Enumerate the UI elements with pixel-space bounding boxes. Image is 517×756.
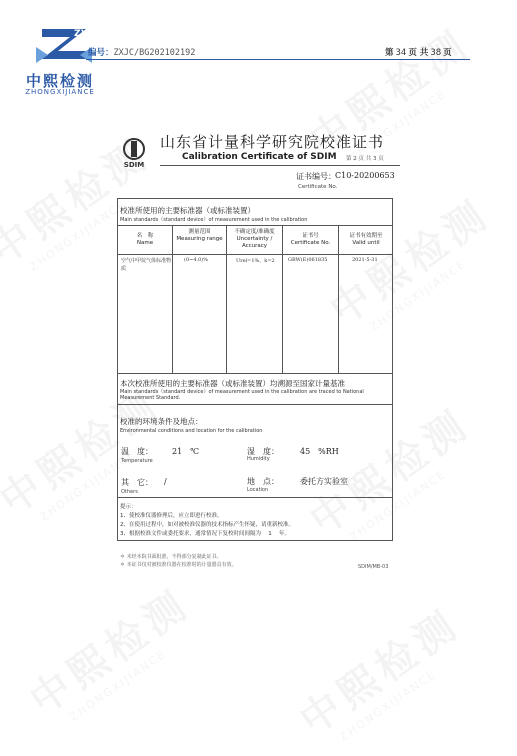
note-item: 2、在使用过程中，如对被校准仪器的技术指标产生怀疑，请重新校准。 — [120, 522, 295, 528]
table-header-name: 名 称 Name — [136, 233, 154, 246]
humidity-label: 湿 度： — [247, 447, 279, 456]
sdim-emblem-icon — [118, 137, 150, 163]
table-divider — [338, 225, 339, 373]
section-standards-title-english: Main standards（standard device）of measurement used in the calibration — [120, 217, 308, 223]
footnote: ＊ 未经本院书面批准，不得部分复制此证书。 — [120, 554, 222, 560]
location-value: 委托方实验室 — [300, 477, 348, 486]
humidity-label-english: Humidity — [247, 456, 270, 462]
table-cell-valid-until: 2021-5-31 — [352, 257, 378, 263]
footnote: ＊ 本证书仅对被校准仪器在校准时的计量器具有效。 — [120, 562, 237, 568]
title-rule — [160, 165, 400, 166]
certificate-title: 山东省计量科学研究院校准证书 — [160, 133, 385, 151]
form-code: SDIM/MB-03 — [358, 564, 389, 570]
certificate-number-label: 证书编号： — [296, 172, 336, 181]
table-cell-name: 空气中甲烷气体标准物质 — [121, 258, 172, 272]
table-cell-uncertainty: Urel=1%，k=2 — [236, 258, 275, 264]
section-rule — [117, 404, 393, 405]
humidity-value: 45 %RH — [300, 447, 339, 456]
document-number: 编号：ZXJC/BG202102192 — [88, 48, 196, 58]
table-divider — [172, 225, 173, 373]
logo-english-name: ZHONGXIJIANCE — [25, 88, 95, 96]
traceability-statement: 本次校准所使用的主要标准器（或标准装置）均溯源至国家计量基准 — [120, 379, 345, 388]
table-header-rule — [117, 254, 393, 255]
section-rule — [117, 373, 393, 374]
certificate-number-english: Certificate No. — [298, 184, 338, 190]
watermark — [17, 574, 208, 737]
environment-title-english: Environmental conditions and location for the calibration — [120, 428, 263, 434]
environment-title: 校准的环境条件及地点： — [120, 417, 203, 426]
page-indicator: 第 34 页 共 38 页 — [385, 48, 452, 58]
notes-title: 提示： — [120, 504, 137, 510]
others-label: 其 它： — [121, 478, 153, 487]
note-item: 3、根据校准文件或委托要求，通常情况下复校时间间隔为 1 年。 — [120, 531, 290, 537]
certificate-number: C10-20200653 — [335, 171, 395, 180]
table-header-range: 测量范围 Measuring range — [176, 229, 223, 242]
table-header-valid-until: 证书有效期至 Valid until — [349, 233, 383, 246]
certificate-page-info: 第 2 页 共 3 页 — [346, 156, 384, 162]
table-cell-cert-no: GBW(E)061835 — [288, 257, 328, 263]
header-divider — [86, 59, 470, 60]
location-label: 地 点： — [247, 477, 279, 486]
temperature-label: 温 度： — [121, 447, 153, 456]
temperature-label-english: Temperature — [121, 458, 153, 464]
table-rule — [117, 225, 393, 226]
location-label-english: Location — [247, 487, 269, 493]
sdim-logo-text: SDIM — [123, 161, 145, 169]
traceability-statement-english: Main standards（standard device）of measurement used in the calibration are traced to National Measurement Standard. — [120, 389, 364, 401]
table-header-uncertainty: 不确定度/准确度 Uncertainty / Accuracy — [234, 229, 275, 249]
section-rule — [117, 497, 393, 498]
certificate-title-english: Calibration Certificate of SDIM — [182, 152, 337, 162]
others-value: / — [164, 477, 167, 486]
table-cell-range: (0~4.0)% — [184, 257, 208, 263]
section-standards-title: 校准所使用的主要标准器（或标准装置） — [120, 206, 255, 215]
logo-mark: ZX — [74, 29, 88, 39]
note-item: 1、使校准仪器修理后，应立即进行校准。 — [120, 513, 223, 519]
table-divider — [282, 225, 283, 373]
others-label-english: Others — [121, 489, 138, 495]
temperature-value: 21 ℃ — [172, 447, 200, 456]
logo-chinese-name: 中熙检测 — [25, 72, 94, 90]
table-header-cert-no: 证书号 Certificate No. — [290, 233, 331, 246]
